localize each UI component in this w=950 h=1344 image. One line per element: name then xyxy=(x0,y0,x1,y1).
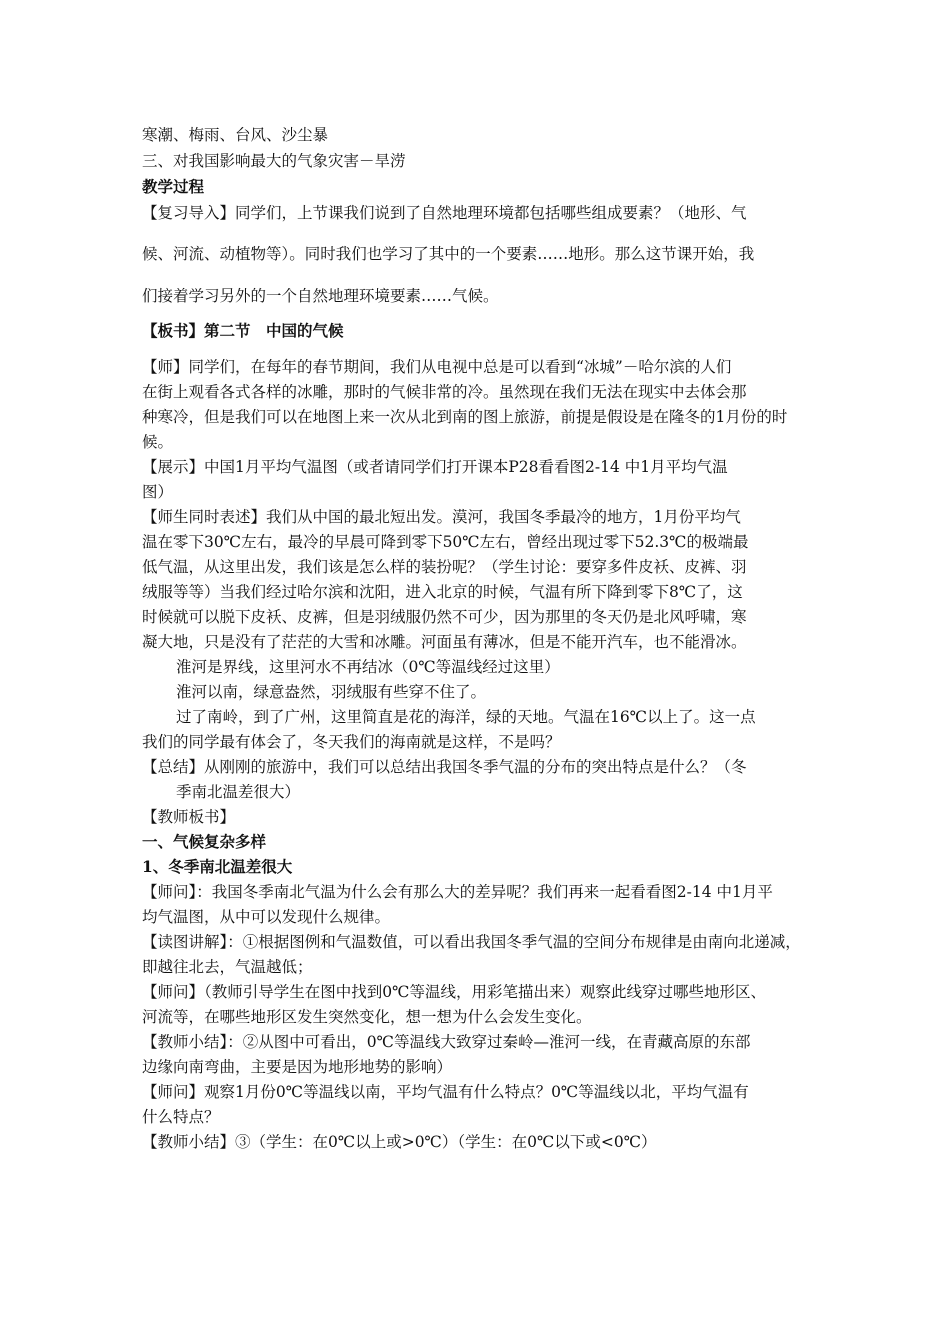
text-line: 【展示】中国1月平均气温图（或者请同学们打开课本P28看看图2-14 中1月平均气温 xyxy=(142,458,728,476)
text-line: 【师问】观察1月份0℃等温线以南，平均气温有什么特点？0℃等温线以北，平均气温有 xyxy=(142,1083,749,1101)
section-heading: 教学过程 xyxy=(142,177,205,196)
text-line: 时候就可以脱下皮袄、皮裤，但是羽绒服仍然不可少，因为那里的冬天仍是北风呼啸，寒 xyxy=(142,608,747,626)
text-line: 过了南岭，到了广州，这里简直是花的海洋，绿的天地。气温在16℃以上了。这一点 xyxy=(176,708,756,726)
text-line: 河流等，在哪些地形区发生突然变化，想一想为什么会发生变化。 xyxy=(142,1008,592,1026)
text-line: 【复习导入】同学们，上节课我们说到了自然地理环境都包括哪些组成要素？（地形、气 xyxy=(142,204,747,222)
text-line: 【师】同学们，在每年的春节期间，我们从电视中总是可以看到“冰城”－哈尔滨的人们 xyxy=(142,358,732,376)
text-line: 【教师小结】③（学生：在0℃以上或>0℃）（学生：在0℃以下或<0℃） xyxy=(142,1133,657,1151)
text-line: 【教师板书】 xyxy=(142,808,236,826)
text-line: 淮河以南，绿意盎然，羽绒服有些穿不住了。 xyxy=(176,683,487,701)
text-line: 绒服等等）当我们经过哈尔滨和沈阳，进入北京的时候，气温有所下降到零下8℃了，这 xyxy=(142,583,743,601)
text-line: 即越往北去，气温越低； xyxy=(142,958,313,976)
board-heading: 【板书】第二节 中国的气候 xyxy=(142,321,344,340)
text-line: 温在零下30℃左右，最冷的早晨可降到零下50℃左右，曾经出现过零下52.3℃的极端最 xyxy=(142,533,749,551)
text-line: 【师生同时表述】我们从中国的最北短出发。漠河，我国冬季最冷的地方，1月份平均气 xyxy=(142,508,741,526)
text-line: 均气温图，从中可以发现什么规律。 xyxy=(142,908,391,926)
subsection-heading: 1、冬季南北温差很大 xyxy=(142,857,293,876)
text-line: 凝大地，只是没有了茫茫的大雪和冰雕。河面虽有薄冰，但是不能开汽车，也不能滑冰。 xyxy=(142,633,747,651)
text-line: 边缘向南弯曲，主要是因为地形地势的影响） xyxy=(142,1058,453,1076)
text-line: 种寒冷，但是我们可以在地图上来一次从北到南的图上旅游，前提是假设是在隆冬的1月份的时 xyxy=(142,408,788,426)
text-line: 们接着学习另外的一个自然地理环境要素……气候。 xyxy=(142,287,499,305)
text-line: 图） xyxy=(142,483,174,501)
text-line: 【师问】（教师引导学生在图中找到0℃等温线，用彩笔描出来）观察此线穿过哪些地形区、 xyxy=(142,983,766,1001)
text-line: 寒潮、梅雨、台风、沙尘暴 xyxy=(142,126,329,144)
text-line: 我们的同学最有体会了，冬天我们的海南就是这样，不是吗？ xyxy=(142,733,561,751)
text-line: 【教师小结】：②从图中可看出，0℃等温线大致穿过秦岭—淮河一线，在青藏高原的东部 xyxy=(142,1033,751,1051)
section-heading: 一、气候复杂多样 xyxy=(142,832,267,851)
text-line: 季南北温差很大） xyxy=(176,783,301,801)
text-line: 淮河是界线，这里河水不再结冰（0℃等温线经过这里） xyxy=(176,658,560,676)
text-line: 候。 xyxy=(142,433,174,451)
text-line: 什么特点？ xyxy=(142,1108,220,1126)
text-line: 在街上观看各式各样的冰雕，那时的气候非常的冷。虽然现在我们无法在现实中去体会那 xyxy=(142,383,747,401)
text-line: 【总结】从刚刚的旅游中，我们可以总结出我国冬季气温的分布的突出特点是什么？（冬 xyxy=(142,758,747,776)
text-line: 【师问】：我国冬季南北气温为什么会有那么大的差异呢？我们再来一起看看图2-14 中1月平 xyxy=(142,883,773,901)
text-line: 三、对我国影响最大的气象灾害－旱涝 xyxy=(142,152,406,170)
text-line: 【读图讲解】：①根据图例和气温数值，可以看出我国冬季气温的空间分布规律是由南向北递减， xyxy=(142,933,801,951)
text-line: 候、河流、动植物等）。同时我们也学习了其中的一个要素……地形。那么这节课开始，我 xyxy=(142,245,755,263)
text-line: 低气温，从这里出发，我们该是怎么样的装扮呢？（学生讨论：要穿多件皮袄、皮裤、羽 xyxy=(142,558,747,576)
